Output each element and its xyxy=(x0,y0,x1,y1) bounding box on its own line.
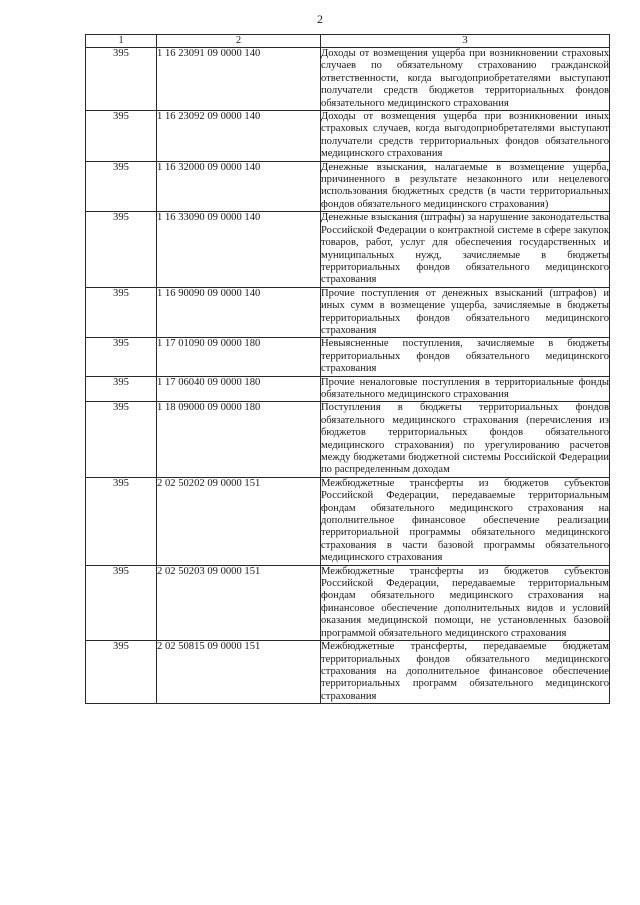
column-header-description: 3 xyxy=(321,35,610,48)
description-cell: Прочие неналоговые поступления в территориальные фонды обязательного медицинского страхования xyxy=(321,376,609,400)
code-cell: 1 16 33090 09 0000 140 xyxy=(157,212,321,287)
description-cell: Денежные взыскания (штрафы) за нарушение законодательства Российской Федерации о контрактной системе в сфере закупок товаров, работ, услуг для обеспечения государственных и муниципальных нужд, зачисляемые в бюджеты территориальных фондов обязательного медицинского страхования xyxy=(321,212,609,286)
code-cell: 2 02 50203 09 0000 151 xyxy=(157,565,321,640)
column-header-code: 2 xyxy=(157,35,321,48)
table-row xyxy=(86,565,610,640)
table-row xyxy=(86,212,610,287)
table-row xyxy=(86,111,610,162)
table-row xyxy=(86,402,610,477)
description-cell: Прочие поступления от денежных взысканий (штрафов) и иных сумм в возмещение ущерба, зачисляемые в бюджеты территориальных фондов обязательного медицинского страхования xyxy=(321,287,609,336)
code-cell: 1 16 23092 09 0000 140 xyxy=(157,111,321,162)
code-cell: 1 16 32000 09 0000 140 xyxy=(157,161,321,212)
description-cell: Поступления в бюджеты территориальных фондов обязательного медицинского страхования (перечисления из бюджетов территориальных фондов обязательного медицинского страхования) по урегулированию расчетов между бюджетами бюджетной системы Российской Федерации по распределенным доходам xyxy=(321,402,609,476)
code-cell: 2 02 50202 09 0000 151 xyxy=(157,477,321,565)
chapter-cell: 395 xyxy=(86,287,157,338)
code-cell: 1 16 90090 09 0000 140 xyxy=(157,287,321,338)
code-cell: 1 17 01090 09 0000 180 xyxy=(157,338,321,376)
table-row xyxy=(86,641,610,704)
description-cell: Межбюджетные трансферты, передаваемые бюджетам территориальных фондов обязательного медицинского страхования на дополнительное финансовое обеспечение территориальных программ обязательного медицинского страхования xyxy=(321,641,609,702)
chapter-cell: 395 xyxy=(86,338,157,376)
budget-codes-table xyxy=(85,34,610,704)
code-cell: 1 18 09000 09 0000 180 xyxy=(157,402,321,477)
code-cell: 1 17 06040 09 0000 180 xyxy=(157,376,321,402)
description-cell: Доходы от возмещения ущерба при возникновении страховых случаев по обязательному страхованию гражданской ответственности, когда выгодоприобретателями выступают получатели средств бюджетов территориальных фондов обязательного медицинского страхования xyxy=(321,48,609,109)
table-row xyxy=(86,287,610,338)
column-header-chapter: 1 xyxy=(86,35,157,48)
code-cell: 2 02 50815 09 0000 151 xyxy=(157,641,321,704)
page-number: 2 xyxy=(317,12,323,26)
chapter-cell: 395 xyxy=(86,565,157,640)
chapter-cell: 395 xyxy=(86,477,157,565)
description-cell: Невыясненные поступления, зачисляемые в бюджеты территориальных фондов обязательного медицинского страхования xyxy=(321,338,609,375)
chapter-cell: 395 xyxy=(86,111,157,162)
description-cell: Межбюджетные трансферты из бюджетов субъектов Российской Федерации, передаваемые территориальным фондам обязательного медицинского страхования на финансовое обеспечение дополнительных видов и условий оказания медицинской помощи, не установленных базовой программой обязательного медицинского страхования xyxy=(321,565,609,639)
table-header-row xyxy=(86,35,610,48)
description-cell: Доходы от возмещения ущерба при возникновении иных страховых случаев, когда выгодоприобретателями выступают получатели средств территориальных фондов обязательного медицинского страхования xyxy=(321,111,609,160)
chapter-cell: 395 xyxy=(86,402,157,477)
description-cell: Денежные взыскания, налагаемые в возмещение ущерба, причиненного в результате незаконного или нецелевого использования бюджетных средств (в части территориальных фондов обязательного медицинского страхования) xyxy=(321,161,609,210)
table-row xyxy=(86,338,610,376)
chapter-cell: 395 xyxy=(86,376,157,402)
table-row xyxy=(86,477,610,565)
table-row xyxy=(86,161,610,212)
chapter-cell: 395 xyxy=(86,212,157,287)
description-cell: Межбюджетные трансферты из бюджетов субъектов Российской Федерации, передаваемые территориальным фондам обязательного медицинского страхования на дополнительное финансовое обеспечение реализации территориальной программы обязательного медицинского страхования в части базовой программы обязательного медицинского страхования xyxy=(321,477,609,564)
code-cell: 1 16 23091 09 0000 140 xyxy=(157,48,321,111)
chapter-cell: 395 xyxy=(86,641,157,704)
chapter-cell: 395 xyxy=(86,48,157,111)
table-row xyxy=(86,376,610,402)
chapter-cell: 395 xyxy=(86,161,157,212)
table-row xyxy=(86,48,610,111)
